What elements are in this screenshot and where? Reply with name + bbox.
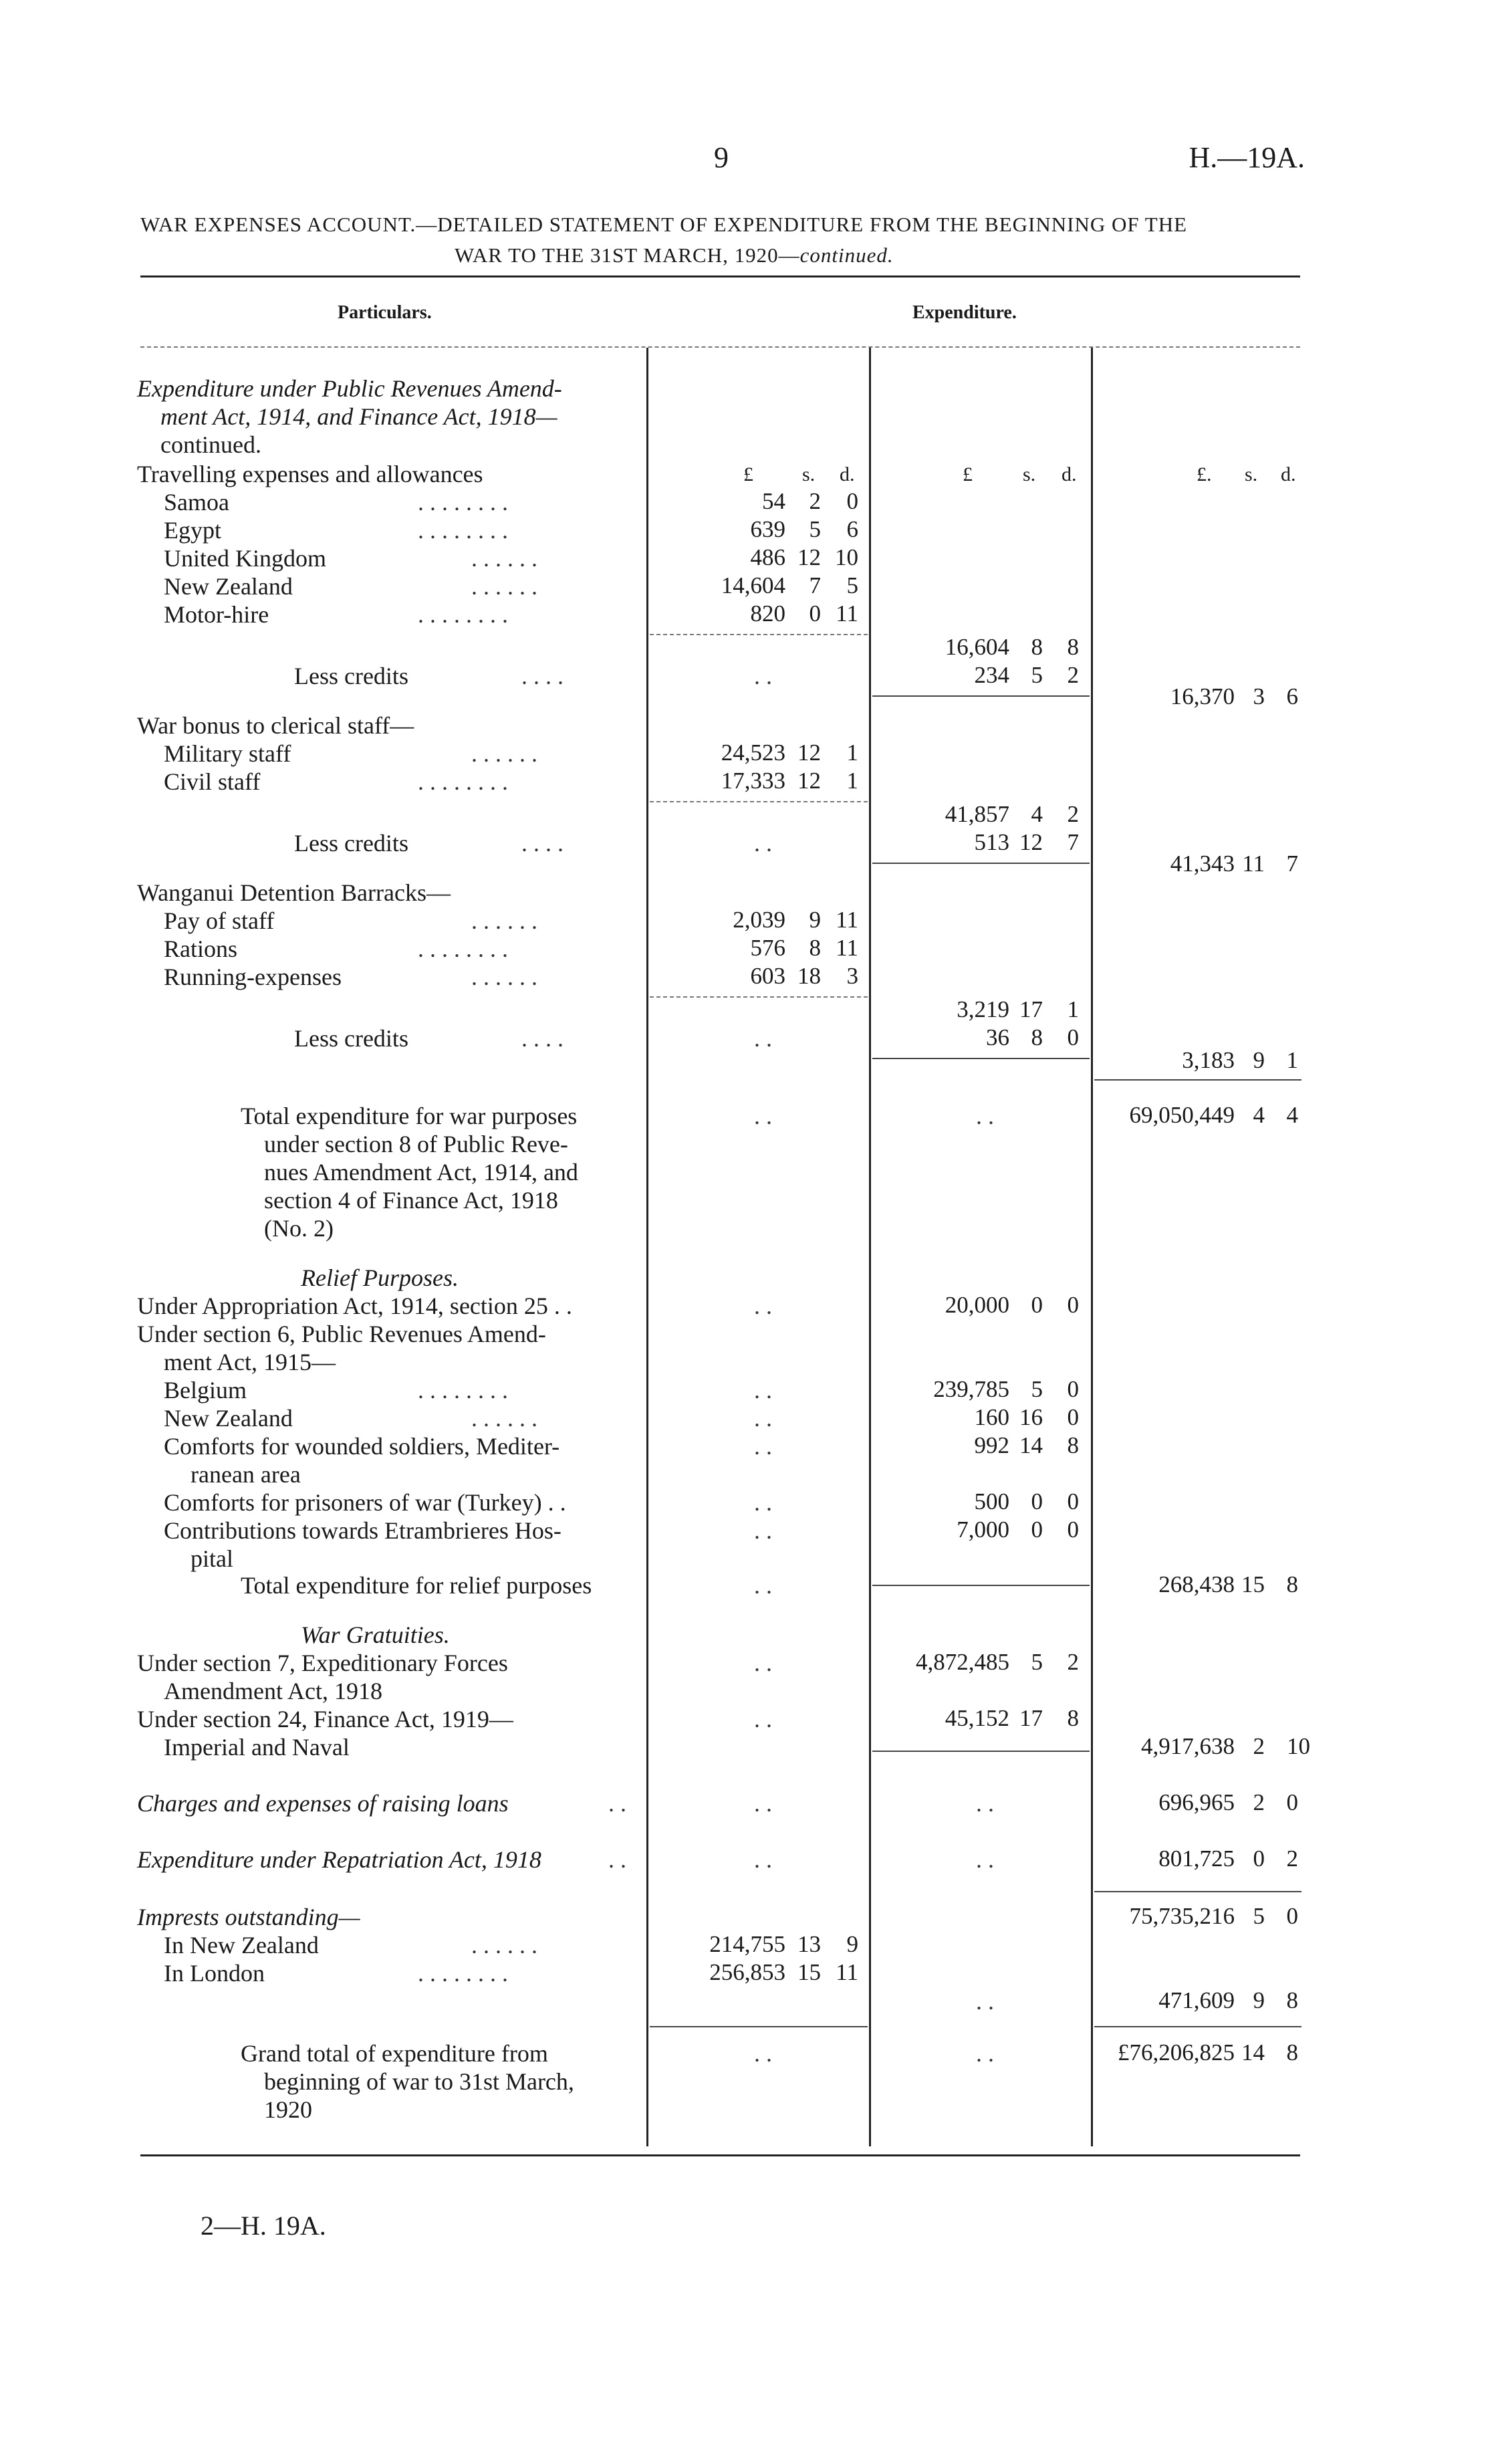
title-line-1: WAR EXPENSES ACCOUNT.—DETAILED STATEMENT OF EXPENDITURE FROM THE BEGINNING OF THE: [140, 213, 1188, 236]
repatriation-shillings: 0: [1253, 1845, 1265, 1872]
gratuities-s24-pounds: 45,152: [945, 1705, 1009, 1731]
row-leader: . .: [754, 1572, 772, 1599]
total-war-line-4: section 4 of Finance Act, 1918: [264, 1187, 558, 1214]
row-label: In New Zealand: [164, 1932, 319, 1958]
war-bonus-net-shillings: 11: [1242, 851, 1265, 877]
gratuities-total-pence: 10: [1287, 1733, 1310, 1759]
title-line-2: [455, 243, 894, 267]
amount-pounds: 576: [750, 935, 785, 961]
grand-total-pence: 8: [1286, 2039, 1298, 2065]
amount-pence: 9: [846, 1931, 858, 1957]
imprests-total-shillings: 9: [1253, 1987, 1265, 2013]
row-leader: . .: [976, 2040, 994, 2067]
row-label: United Kingdom: [164, 545, 326, 572]
row-leader: . . . . . .: [471, 1932, 537, 1958]
wanganui-subtotal-pounds: 3,219: [957, 996, 1009, 1022]
gratuities-rule: [872, 1751, 1090, 1752]
row-leader: . . . . . . . .: [418, 517, 508, 544]
wanganui-subtotal-pence: 1: [1067, 996, 1079, 1022]
relief-nz-shillings: 16: [1019, 1404, 1043, 1430]
imprests-running-shillings: 5: [1253, 1903, 1265, 1929]
top-rule: [140, 275, 1300, 277]
amount-pounds: 17,333: [721, 768, 785, 794]
amount-shillings: 12: [797, 768, 821, 794]
row-label: Military staff: [164, 740, 291, 767]
wanganui-less-credits-label: Less credits: [294, 1025, 408, 1052]
relief-heading: Relief Purposes.: [301, 1264, 459, 1291]
relief-comforts-pounds: 992: [974, 1432, 1009, 1458]
travelling-subtotal-pounds: 16,604: [945, 634, 1009, 660]
relief-comforts-line-1: Comforts for wounded soldiers, Mediter-: [164, 1433, 560, 1460]
amount-shillings: 15: [797, 1959, 821, 1985]
row-leader: . .: [754, 2040, 772, 2067]
row-leader: . .: [754, 1405, 772, 1432]
total-war-pence: 4: [1286, 1102, 1298, 1128]
row-leader: . . . . . . . .: [418, 601, 508, 628]
grand-total-line-2: beginning of war to 31st March,: [264, 2068, 574, 2095]
row-leader: . .: [976, 1790, 994, 1817]
total-war-pounds: 69,050,449: [1129, 1102, 1235, 1128]
row-leader: . .: [608, 1790, 626, 1817]
subtotal-rule: [650, 801, 868, 802]
repatriation-pence: 2: [1286, 1845, 1298, 1872]
relief-prisoners-shillings: 0: [1031, 1488, 1043, 1515]
row-leader: . .: [754, 663, 772, 689]
gratuities-s7-shillings: 5: [1031, 1649, 1043, 1675]
amount-pounds: 54: [762, 488, 785, 514]
relief-approp-pence: 0: [1067, 1292, 1079, 1318]
relief-belgium-shillings: 5: [1031, 1376, 1043, 1402]
amount-shillings: 0: [809, 600, 821, 627]
wanganui-less-pounds: 36: [986, 1024, 1009, 1050]
row-leader: . .: [754, 1025, 772, 1052]
loans-label: Charges and expenses of raising loans: [137, 1790, 509, 1817]
amount-pounds: 486: [750, 544, 785, 570]
row-leader: . .: [976, 1988, 994, 2015]
row-leader: . .: [754, 1103, 772, 1129]
grand-total-line-3: 1920: [264, 2096, 312, 2123]
war-bonus-less-credits-label: Less credits: [294, 830, 408, 857]
relief-comforts-shillings: 14: [1019, 1432, 1043, 1458]
wanganui-net-shillings: 9: [1253, 1047, 1265, 1073]
grand-total-line-1: Grand total of expenditure from: [241, 2040, 548, 2067]
title-continued: continued.: [799, 243, 894, 267]
amount-pence: 10: [835, 544, 858, 570]
total-war-line-1: Total expenditure for war purposes: [241, 1103, 578, 1129]
wanganui-less-pence: 0: [1067, 1024, 1079, 1050]
row-label: Pay of staff: [164, 907, 275, 934]
wanganui-net-pence: 1: [1286, 1047, 1298, 1073]
relief-approp-pounds: 20,000: [945, 1292, 1009, 1318]
page-number: 9: [714, 141, 729, 174]
relief-etram-pence: 0: [1067, 1517, 1079, 1543]
travelling-less-credits-label: Less credits: [294, 663, 408, 689]
row-leader: . . . . . .: [471, 1405, 537, 1432]
amount-shillings: 9: [809, 907, 821, 933]
loans-pounds: 696,965: [1158, 1789, 1235, 1815]
amount-shillings: 12: [797, 740, 821, 766]
amount-pounds: 256,853: [709, 1959, 785, 1985]
travelling-label: Travelling expenses and allowances: [137, 461, 483, 487]
travelling-net-shillings: 3: [1253, 683, 1265, 709]
amount-pounds: 820: [750, 600, 785, 627]
rule-col-c: [1091, 348, 1093, 2146]
row-leader: . . . . . .: [471, 545, 537, 572]
relief-nz-pence: 0: [1067, 1404, 1079, 1430]
amount-pence: 6: [846, 516, 858, 542]
imprests-running-pounds: 75,735,216: [1129, 1903, 1235, 1929]
amount-shillings: 8: [809, 935, 821, 961]
travelling-less-shillings: 5: [1031, 662, 1043, 688]
amount-shillings: 2: [809, 488, 821, 514]
unit-pound-b: £: [963, 463, 973, 485]
row-leader: . .: [754, 1377, 772, 1404]
amount-shillings: 18: [797, 963, 821, 989]
amount-pounds: 603: [750, 963, 785, 989]
gratuities-s7-line-2: Amendment Act, 1918: [164, 1678, 382, 1704]
gratuities-s7-pounds: 4,872,485: [916, 1649, 1009, 1675]
row-leader: . . . . . . . .: [418, 935, 508, 962]
repatriation-label: Expenditure under Repatriation Act, 1918: [137, 1846, 541, 1873]
title-line-2a: WAR TO THE 31ST MARCH, 1920—: [455, 243, 800, 267]
war-bonus-subtotal-shillings: 4: [1031, 801, 1043, 827]
row-label: Egypt: [164, 517, 221, 544]
row-leader: . . . . . .: [471, 740, 537, 767]
amount-pence: 11: [836, 935, 858, 961]
gratuities-total-shillings: 2: [1253, 1733, 1265, 1759]
relief-comforts-line-2: ranean area: [191, 1461, 301, 1488]
relief-comforts-pence: 8: [1067, 1432, 1079, 1458]
wanganui-subtotal-shillings: 17: [1019, 996, 1043, 1022]
less-rule: [872, 863, 1090, 864]
row-leader: . . . .: [521, 663, 564, 689]
amount-pence: 11: [836, 1959, 858, 1985]
relief-etram-line-1: Contributions towards Etrambrieres Hos-: [164, 1517, 562, 1544]
section-heading-2: ment Act, 1914, and Finance Act, 1918—: [160, 403, 557, 430]
relief-approp-label: Under Appropriation Act, 1914, section 25 . .: [137, 1293, 572, 1319]
travelling-less-pounds: 234: [974, 662, 1009, 688]
gratuities-s24-shillings: 17: [1019, 1705, 1043, 1731]
war-bonus-less-shillings: 12: [1019, 829, 1043, 855]
row-label: In London: [164, 1960, 265, 1987]
relief-nz-pounds: 160: [974, 1404, 1009, 1430]
column-header-expenditure: Expenditure.: [912, 302, 1017, 323]
row-leader: . .: [754, 1790, 772, 1817]
imprests-bottom-rule-c: [1094, 2026, 1301, 2027]
gratuities-total-pounds: 4,917,638: [1141, 1733, 1235, 1759]
gratuities-s7-pence: 2: [1067, 1649, 1079, 1675]
amount-pence: 11: [836, 907, 858, 933]
column-header-particulars: Particulars.: [338, 302, 432, 323]
unit-shilling-a: s.: [802, 463, 816, 485]
row-label: Samoa: [164, 489, 229, 516]
amount-pounds: 2,039: [733, 907, 785, 933]
amount-pence: 3: [846, 963, 858, 989]
row-leader: . .: [754, 1293, 772, 1319]
amount-pounds: 14,604: [721, 572, 785, 598]
unit-pound-a: £: [743, 463, 753, 485]
unit-shilling-c: s.: [1245, 463, 1258, 485]
wanganui-label: Wanganui Detention Barracks—: [137, 879, 451, 906]
subtotal-rule: [650, 634, 868, 635]
row-label: New Zealand: [164, 573, 293, 600]
gratuities-s7-line-1: Under section 7, Expeditionary Forces: [137, 1650, 508, 1676]
row-leader: . . . .: [521, 830, 564, 857]
amount-shillings: 12: [797, 544, 821, 570]
grand-total-shillings: 14: [1241, 2039, 1265, 2065]
relief-etram-shillings: 0: [1031, 1517, 1043, 1543]
war-bonus-label: War bonus to clerical staff—: [137, 712, 414, 739]
amount-shillings: 13: [797, 1931, 821, 1957]
amount-pounds: 24,523: [721, 740, 785, 766]
row-leader: . . . . . .: [471, 907, 537, 934]
row-leader: . . . . . .: [471, 964, 537, 990]
row-leader: . .: [754, 1846, 772, 1873]
unit-pound-c: £.: [1197, 463, 1212, 485]
gratuities-s24-pence: 8: [1067, 1705, 1079, 1731]
travelling-net-pence: 6: [1286, 683, 1298, 709]
relief-sec6-line-2: ment Act, 1915—: [164, 1349, 336, 1375]
relief-total-pounds: 268,438: [1158, 1571, 1235, 1597]
travelling-net-pounds: 16,370: [1170, 683, 1235, 709]
wanganui-net-pounds: 3,183: [1182, 1047, 1235, 1073]
row-leader: . .: [754, 1706, 772, 1732]
section-heading-1: Expenditure under Public Revenues Amend-: [137, 375, 562, 402]
war-bonus-less-pounds: 513: [974, 829, 1009, 855]
relief-belgium-pounds: 239,785: [933, 1376, 1009, 1402]
relief-total-label: Total expenditure for relief purposes: [241, 1572, 592, 1599]
imprests-bottom-rule: [650, 2026, 868, 2027]
war-bonus-less-pence: 7: [1067, 829, 1079, 855]
less-rule: [872, 1058, 1090, 1059]
war-bonus-net-pounds: 41,343: [1170, 851, 1235, 877]
relief-prisoners-label: Comforts for prisoners of war (Turkey) . .: [164, 1489, 566, 1516]
row-label: Motor-hire: [164, 601, 269, 628]
relief-prisoners-pence: 0: [1067, 1488, 1079, 1515]
relief-belgium-pence: 0: [1067, 1376, 1079, 1402]
row-leader: . . . .: [521, 1025, 564, 1052]
relief-etram-line-2: pital: [191, 1545, 233, 1572]
rule-col-a: [646, 348, 648, 2146]
total-war-shillings: 4: [1253, 1102, 1265, 1128]
grand-total-pounds: £76,206,825: [1118, 2039, 1235, 2065]
relief-total-shillings: 15: [1241, 1571, 1265, 1597]
imprests-rule: [1094, 1891, 1301, 1892]
relief-sec6-line-1: Under section 6, Public Revenues Amend-: [137, 1321, 546, 1347]
bottom-rule: [140, 2154, 1300, 2156]
document-reference: H.—19A.: [1189, 141, 1305, 174]
unit-shilling-b: s.: [1023, 463, 1036, 485]
relief-rule: [872, 1585, 1090, 1586]
row-leader: . .: [608, 1846, 626, 1873]
relief-belgium-label: Belgium: [164, 1377, 247, 1404]
loans-shillings: 2: [1253, 1789, 1265, 1815]
amount-pounds: 214,755: [709, 1931, 785, 1957]
amount-pence: 1: [846, 740, 858, 766]
gratuities-s24-line-1: Under section 24, Finance Act, 1919—: [137, 1706, 513, 1732]
travelling-less-pence: 2: [1067, 662, 1079, 688]
war-bonus-subtotal-pounds: 41,857: [945, 801, 1009, 827]
amount-pence: 0: [846, 488, 858, 514]
less-rule: [872, 695, 1090, 697]
row-label: Running-expenses: [164, 964, 342, 990]
loans-pence: 0: [1286, 1789, 1298, 1815]
total-war-line-2: under section 8 of Public Reve-: [264, 1131, 568, 1157]
gratuities-heading: War Gratuities.: [301, 1621, 450, 1648]
amount-pence: 1: [846, 768, 858, 794]
row-leader: . .: [754, 1489, 772, 1516]
section-heading-3: continued.: [160, 431, 261, 458]
unit-pence-b: d.: [1062, 463, 1077, 485]
amount-pence: 11: [836, 600, 858, 627]
imprests-total-pounds: 471,609: [1158, 1987, 1235, 2013]
travelling-subtotal-shillings: 8: [1031, 634, 1043, 660]
relief-total-pence: 8: [1286, 1571, 1298, 1597]
amount-pounds: 639: [750, 516, 785, 542]
total-war-line-3: nues Amendment Act, 1914, and: [264, 1159, 578, 1186]
imprests-total-pence: 8: [1286, 1987, 1298, 2013]
amount-shillings: 7: [809, 572, 821, 598]
total-war-line-5: (No. 2): [264, 1215, 334, 1242]
row-leader: . . . . . . . .: [418, 489, 508, 516]
amount-shillings: 5: [809, 516, 821, 542]
travelling-subtotal-pence: 8: [1067, 634, 1079, 660]
row-leader: . . . . . .: [471, 573, 537, 600]
row-leader: . . . . . . . .: [418, 768, 508, 795]
war-bonus-subtotal-pence: 2: [1067, 801, 1079, 827]
header-rule: [140, 346, 1300, 348]
row-leader: . .: [976, 1103, 994, 1129]
war-bonus-net-pence: 7: [1286, 851, 1298, 877]
row-leader: . . . . . . . .: [418, 1960, 508, 1987]
imprests-label: Imprests outstanding—: [137, 1904, 360, 1930]
relief-prisoners-pounds: 500: [974, 1488, 1009, 1515]
relief-etram-pounds: 7,000: [957, 1517, 1009, 1543]
row-leader: . .: [754, 830, 772, 857]
subtotal-rule: [650, 996, 868, 998]
row-label: Civil staff: [164, 768, 261, 795]
footer-signature: 2—H. 19A.: [201, 2211, 326, 2241]
relief-nz-label: New Zealand: [164, 1405, 293, 1432]
unit-pence-c: d.: [1281, 463, 1296, 485]
row-leader: . .: [976, 1846, 994, 1873]
row-leader: . . . . . . . .: [418, 1377, 508, 1404]
rule-col-b: [869, 348, 871, 2146]
wanganui-less-shillings: 8: [1031, 1024, 1043, 1050]
row-leader: . .: [754, 1517, 772, 1544]
relief-approp-shillings: 0: [1031, 1292, 1043, 1318]
row-label: Rations: [164, 935, 238, 962]
amount-pence: 5: [846, 572, 858, 598]
repatriation-pounds: 801,725: [1158, 1845, 1235, 1872]
imprests-running-pence: 0: [1286, 1903, 1298, 1929]
unit-pence-a: d.: [840, 463, 855, 485]
row-leader: . .: [754, 1433, 772, 1460]
net-rule: [1094, 1079, 1301, 1081]
row-leader: . .: [754, 1650, 772, 1676]
gratuities-s24-line-2: Imperial and Naval: [164, 1734, 350, 1761]
